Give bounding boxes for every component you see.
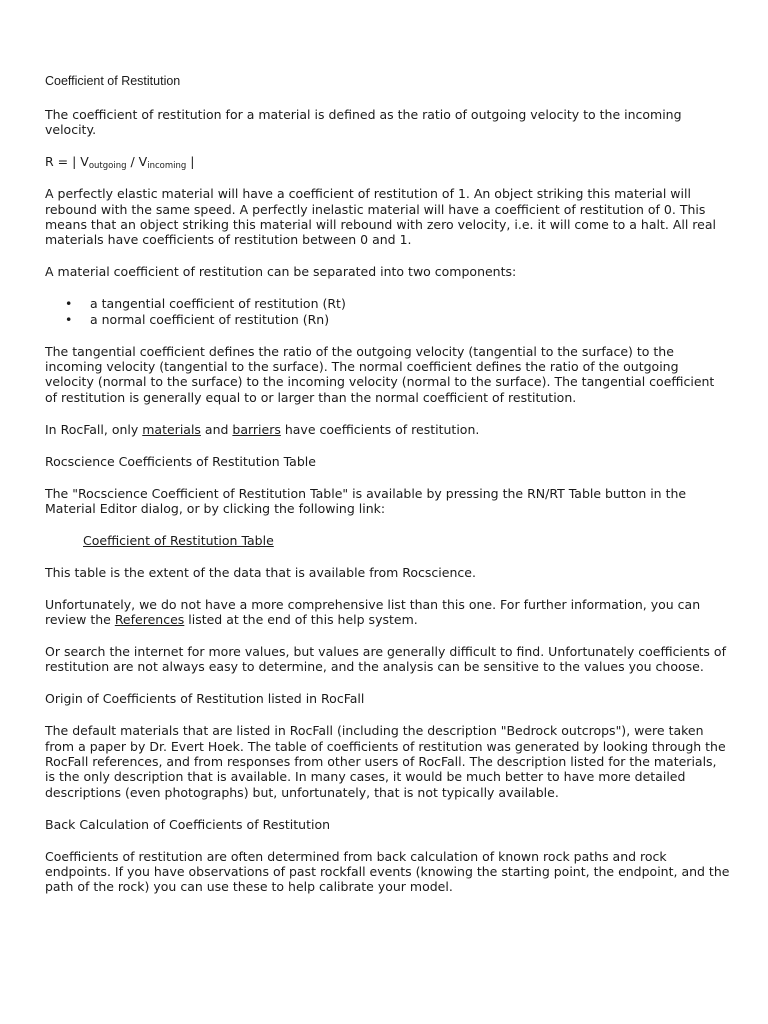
- extent-paragraph: This table is the extent of the data that is available from Rocscience.: [45, 564, 476, 580]
- bullet-icon: •: [65, 296, 73, 312]
- rocfall-paragraph: [45, 422, 730, 437]
- section-heading-back-calculation: Back Calculation of Coefficients of Restitution: [45, 816, 331, 832]
- formula-sub-incoming: incoming: [147, 161, 187, 172]
- tangential-paragraph: The tangential coefficient defines the ratio of the outgoing velocity (tangential to the surface) to the incoming velocity (tangential to the surface). The normal coefficient defines the ratio of the outgoing velocity (normal to the surface) to the incoming velocity (normal to the surface). The tangential coefficient of restitution is generally equal to or larger than the normal coefficient of restitution.: [45, 343, 715, 405]
- table-link-container: [45, 533, 730, 548]
- rocfall-text-3: have coefficients of restitution.: [280, 421, 480, 437]
- components-paragraph: A material coefficient of restitution can be separated into two components:: [45, 264, 517, 280]
- formula-sub-outgoing: outgoing: [88, 161, 127, 172]
- unfortunately-paragraph: [45, 597, 730, 628]
- intro-paragraph: The coefficient of restitution for a material is defined as the ratio of outgoing velocity to the incoming velocity.: [45, 107, 682, 138]
- barriers-link[interactable]: barriers: [232, 421, 281, 437]
- unfortunately-text-1: Unfortunately, we do not have a more comprehensive list than this one. For further information, you can review the: [45, 596, 701, 628]
- elastic-paragraph: A perfectly elastic material will have a coefficient of restitution of 1. An object striking this material will rebound with the same speed. A perfectly inelastic material will have a coefficient of restitution of 0. This means that an object striking this material will rebound with zero velocity, i.e. it will come to a halt. All real materials have coefficients of restitution between 0 and 1.: [45, 186, 716, 248]
- formula-middle: / V: [126, 154, 148, 170]
- restitution-table-link[interactable]: Coefficient of Restitution Table: [83, 532, 274, 548]
- list-item: [65, 311, 730, 327]
- references-link[interactable]: References: [114, 612, 185, 628]
- origin-paragraph: The default materials that are listed in RocFall (including the description "Bedrock outcrops"), were taken from a paper by Dr. Evert Hoek. The table of coefficients of restitution was generated by looking through the RocFall references, and from responses from other users of RocFall. The description listed for the materials, is the only description that is available. In many cases, it would be much better to have more detailed descriptions (even photographs) but, unfortunately, that is not typically available.: [45, 723, 726, 800]
- formula-prefix: R = | V: [45, 154, 89, 170]
- section-heading-origin: Origin of Coefficients of Restitution listed in RocFall: [45, 691, 365, 707]
- materials-link[interactable]: materials: [142, 421, 201, 437]
- section-heading-table: Rocscience Coefficients of Restitution Table: [45, 453, 316, 469]
- list-item-text: a normal coefficient of restitution (Rn): [90, 311, 330, 327]
- rocfall-text-2: and: [200, 421, 233, 437]
- search-paragraph: Or search the internet for more values, but values are generally difficult to find. Unfortunately coefficients of restitution are not always easy to determine, and the analysis can be sensitive to the values you choose.: [45, 643, 726, 675]
- rocfall-text-1: In RocFall, only: [45, 421, 143, 437]
- components-list: [45, 296, 730, 327]
- unfortunately-text-2: listed at the end of this help system.: [184, 612, 418, 628]
- page-title: Coefficient of Restitution: [45, 74, 181, 88]
- table-paragraph: The "Rocscience Coefficient of Restitution Table" is available by pressing the RN/RT Table button in the Material Editor dialog, or by clicking the following link:: [45, 485, 687, 516]
- list-item-text: a tangential coefficient of restitution (Rt): [90, 296, 346, 312]
- document-page: [45, 74, 730, 911]
- formula-suffix: |: [186, 154, 195, 170]
- back-calculation-paragraph: Coefficients of restitution are often determined from back calculation of known rock paths and rock endpoints. If you have observations of past rockfall events (knowing the starting point, the endpoint, and the path of the rock) you can use these to help calibrate your model.: [45, 848, 730, 895]
- formula: [45, 154, 730, 172]
- list-item: [65, 296, 730, 312]
- bullet-icon: •: [65, 311, 73, 327]
